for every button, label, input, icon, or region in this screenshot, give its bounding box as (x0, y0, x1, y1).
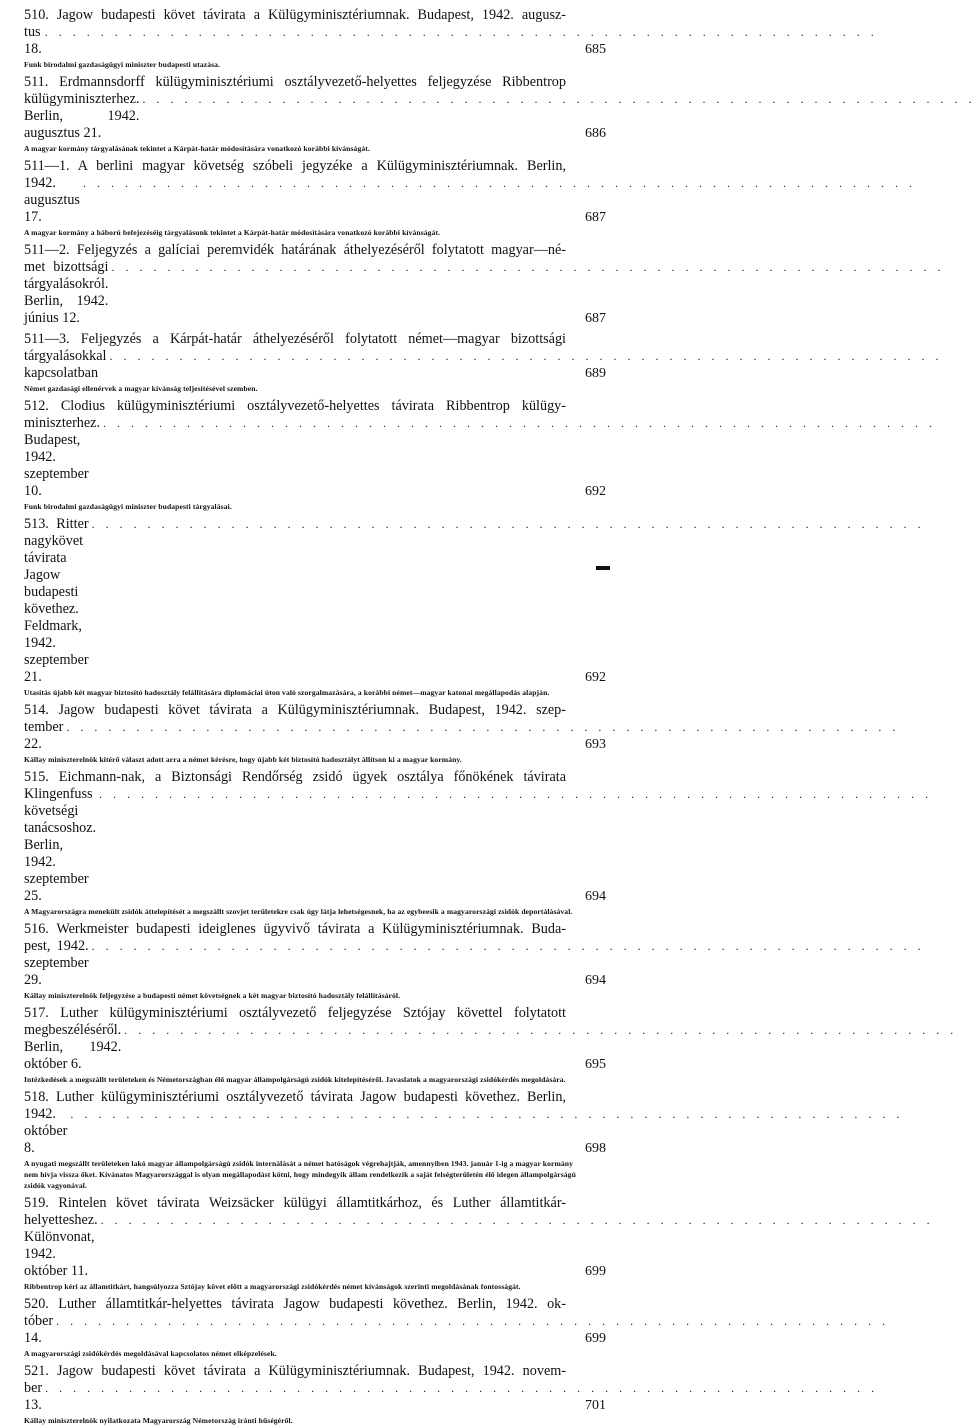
entry (24, 158, 916, 238)
entry-summary: A magyar kormány tárgyalásának tekintet a Kárpát-határ módosítására vonatkozó korábbi kívánságát. (24, 144, 370, 153)
page-number: 687 (585, 210, 606, 225)
entry-title-last-line: ber 13. (24, 1380, 43, 1413)
dot-leader: . . . . . . . . . . . . . . . . . . . . . . . . . . . . . . . . . . . . . . . . . . . . . . . . . . . . . . . . . . . . (66, 720, 900, 734)
entry-title-last-line: met bizottsági tárgyalásokról. Berlin, 1942. június 12. (24, 259, 109, 326)
entry-title (24, 1296, 890, 1347)
entry-title (24, 1363, 879, 1414)
dot-leader: . . . . . . . . . . . . . . . . . . . . . . . . . . . . . . . . . . . . . . . . . . . . . . . . . . . . . . . . . . . . (100, 1213, 934, 1227)
entry-title-last-line: tember 22. (24, 719, 64, 752)
entry-title (24, 74, 975, 142)
page-number: 695 (585, 1057, 606, 1072)
entry (24, 1363, 879, 1426)
page-number: 699 (585, 1264, 606, 1279)
dot-leader: . . . . . . . . . . . . . . . . . . . . . . . . . . . . . . . . . . . . . . . . . . . . . . . . . . . . . . . . . . . . (56, 1314, 890, 1328)
entry-title-line: 510. Jagow budapesti követ távirata a Külügyminisztériumnak. Budapest, 1942. augusz- (24, 7, 566, 23)
entry-title-last-line: 513. Ritter nagykövet távirata Jagow budapesti követhez. Feldmark, 1942. szeptember 21. (24, 516, 89, 685)
entry (24, 1296, 890, 1359)
entry-summary: A nyugati megszállt területeken lakó magyar állampolgárságú zsidók internálását a német hatóságok végrehajtják, amennyiben 1943. január 1-ig a magyar kormány nem hívja vissza őket. Kívánatos Magyarországgal is olyan megállapodást kötni, hogy mindegyik állam rendelkezik a saját felségterületén élő idegen állampolgárságú zsidók vagyonával. (24, 1159, 576, 1190)
entry (24, 1195, 934, 1292)
page-number: 692 (585, 484, 606, 499)
entry-title (24, 158, 916, 226)
dot-leader: . . . . . . . . . . . . . . . . . . . . . . . . . . . . . . . . . . . . . . . . . . . . . . . . . . . . . . . . . . . . (91, 517, 925, 531)
entry-title-line: 511—2. Feljegyzés a galíciai peremvidék határának áthelyezéséről folytatott magyar—né- (24, 242, 566, 258)
dot-leader: . . . . . . . . . . . . . . . . . . . . . . . . . . . . . . . . . . . . . . . . . . . . . . . . . . . . . . . . . . . . (99, 787, 933, 801)
entry (24, 1089, 904, 1191)
entry-title-line: 511—3. Feljegyzés a Kárpát-határ áthelyezéséről folytatott német—magyar bizottsági (24, 331, 566, 347)
entry-summary: Kállay miniszterelnök nyilatkozata Magyarország Németország iránti hűségéről. (24, 1416, 293, 1425)
page-number: 685 (585, 42, 606, 57)
entry (24, 702, 900, 765)
entry (24, 516, 925, 698)
dot-leader: . . . . . . . . . . . . . . . . . . . . . . . . . . . . . . . . . . . . . . . . . . . . . . . . . . . . . . . . . . . . (45, 1381, 879, 1395)
entry-title-line: 511. Erdmannsdorff külügyminisztériumi osztályvezető-helyettes feljegyzése Ribbentrop (24, 74, 566, 90)
entry-title (24, 242, 945, 327)
entry-title-line: 520. Luther államtitkár-helyettes távirata Jagow budapesti követhez. Berlin, 1942. ok- (24, 1296, 566, 1312)
dot-leader: . . . . . . . . . . . . . . . . . . . . . . . . . . . . . . . . . . . . . . . . . . . . . . . . . . . . . . . . . . . . (142, 92, 975, 106)
entry-title-line: 517. Luther külügyminisztériumi osztályvezető feljegyzése Sztójay követtel folytatott (24, 1005, 566, 1021)
entry-title-line: 515. Eichmann-nak, a Biztonsági Rendőrség zsidó ügyek osztálya főnökének távirata (24, 769, 566, 785)
page-number: 692 (585, 670, 606, 685)
entry-title (24, 769, 933, 905)
entry-title-last-line: helyetteshez. Különvonat, 1942. október 11. (24, 1212, 98, 1279)
entry-title-line: 516. Werkmeister budapesti ideiglenes ügyvivő távirata a Külügyminisztériumnak. Buda- (24, 921, 566, 937)
entry-title-line: 511—1. A berlini magyar követség szóbeli jegyzéke a Külügyminisztériumnak. Berlin, (24, 158, 566, 174)
dot-leader: . . . . . . . . . . . . . . . . . . . . . . . . . . . . . . . . . . . . . . . . . . . . . . . . . . . . . . . . . . . . (91, 939, 925, 953)
entry-title-line: 512. Clodius külügyminisztériumi osztályvezető-helyettes távirata Ribbentrop külügy- (24, 398, 566, 414)
entry-title-line: 519. Rintelen követ távirata Weizsäcker külügyi államtitkárhoz, és Luther államtitkár- (24, 1195, 566, 1211)
entry-summary: Utasítás újabb két magyar biztosító hadosztály felállítására diplomáciai úton való szorgalmazására, a korábbi német—magyar katonai megállapodás alapján. (24, 688, 550, 697)
entry-title (24, 921, 925, 989)
entry-summary: A Magyarországra menekült zsidók áttelepítését a megszállt szovjet területekre csak úgy látja lehetségesnek, ha az egybeesik a magyarországi zsidók deportálásával. (24, 907, 573, 916)
entry-title (24, 516, 925, 686)
entry-summary: A magyar kormány a háború befejezéséig tárgyalásunk tekintet a Kárpát-határ módosítására vonatkozó korábbi kívánságát. (24, 228, 441, 237)
dot-leader: . . . . . . . . . . . . . . . . . . . . . . . . . . . . . . . . . . . . . . . . . . . . . . . . . . . . . . . . . . . . (111, 260, 945, 274)
margin-mark (596, 566, 610, 570)
entry-summary: Német gazdasági ellenérvek a magyar kívánság teljesítésével szemben. (24, 384, 258, 393)
entry (24, 74, 975, 154)
page-number: 698 (585, 1141, 606, 1156)
entry-title-last-line: külügyminiszterhez. Berlin, 1942. augusztus 21. (24, 91, 140, 141)
dot-leader: . . . . . . . . . . . . . . . . . . . . . . . . . . . . . . . . . . . . . . . . . . . . . . . . . . . . . . . . . . . . (44, 25, 878, 39)
entry-summary: Funk birodalmi gazdaságügyi miniszter budapesti tárgyalásai. (24, 502, 232, 511)
entry-title-last-line: miniszterhez. Budapest, 1942. szeptember 10. (24, 415, 101, 499)
entry (24, 398, 937, 512)
entry-title (24, 1195, 934, 1280)
page-number: 699 (585, 1331, 606, 1346)
entry-title (24, 7, 878, 58)
entry-title (24, 1005, 958, 1073)
entry-summary: Kállay miniszterelnök feljegyzése a budapesti német követségnek a két magyar biztosító hadosztály felállításáról. (24, 991, 401, 1000)
entry-title (24, 702, 900, 753)
entry-summary: Intézkedések a megszállt területeken és Németországban élő magyar állampolgárságú zsidók kitelepítéséről. Javaslatok a magyarországi zsidókérdés megoldására. (24, 1075, 566, 1084)
page-number: 689 (585, 366, 606, 381)
entry-summary: Ribbentrop kéri az államtitkárt, hangsúlyozza Sztójay követ előtt a magyarországi zsidókérdés német kívánságok szerinti megoldásának fontosságát. (24, 1282, 521, 1291)
entry-title-last-line: megbeszéléséről. Berlin, 1942. október 6. (24, 1022, 122, 1072)
page-number: 694 (585, 973, 606, 988)
dot-leader: . . . . . . . . . . . . . . . . . . . . . . . . . . . . . . . . . . . . . . . . . . . . . . . . . . . . . . . . . . . . (82, 176, 916, 190)
entry-title-last-line: pest, 1942. szeptember 29. (24, 938, 89, 988)
dot-leader: . . . . . . . . . . . . . . . . . . . . . . . . . . . . . . . . . . . . . . . . . . . . . . . . . . . . . . . . . . . . (124, 1023, 958, 1037)
entry-summary: Kállay miniszterelnök kitérő választ adott arra a német kérésre, hogy újabb két biztosító hadosztályt állítson ki a magyar kormány. (24, 755, 462, 764)
entry-title-last-line: 1942. augusztus 17. (24, 175, 80, 225)
page-number: 693 (585, 737, 606, 752)
entry-summary: Funk birodalmi gazdaságügyi miniszter budapesti utazása. (24, 60, 221, 69)
page-number: 686 (585, 126, 606, 141)
entry-title-last-line: Klingenfuss követségi tanácsoshoz. Berlin, 1942. szeptember 25. (24, 786, 97, 904)
entry (24, 331, 943, 394)
entry (24, 769, 933, 917)
page-number: 701 (585, 1398, 606, 1413)
dot-leader: . . . . . . . . . . . . . . . . . . . . . . . . . . . . . . . . . . . . . . . . . . . . . . . . . . . . . . . . . . . . (109, 349, 943, 363)
entry-title-line: 518. Luther külügyminisztériumi osztályvezető távirata Jagow budapesti követhez. Berlin, (24, 1089, 566, 1105)
entry-title-last-line: 1942. október 8. (24, 1106, 68, 1156)
entry-title (24, 1089, 904, 1157)
dot-leader: . . . . . . . . . . . . . . . . . . . . . . . . . . . . . . . . . . . . . . . . . . . . . . . . . . . . . . . . . . . . (70, 1107, 904, 1121)
entry (24, 7, 878, 70)
entry-title-last-line: tárgyalásokkal kapcsolatban (24, 348, 107, 381)
dot-leader: . . . . . . . . . . . . . . . . . . . . . . . . . . . . . . . . . . . . . . . . . . . . . . . . . . . . . . . . . . . . (103, 416, 937, 430)
entry-title-last-line: tóber 14. (24, 1313, 54, 1346)
entry-title-line: 514. Jagow budapesti követ távirata a Külügyminisztériumnak. Budapest, 1942. szep- (24, 702, 566, 718)
entry-summary: A magyarországi zsidókérdés megoldásával kapcsolatos német elképzelések. (24, 1349, 277, 1358)
page-number: 694 (585, 889, 606, 904)
entry-list (24, 7, 975, 1426)
entry (24, 242, 945, 327)
entry (24, 1005, 958, 1085)
entry-title (24, 398, 937, 500)
entry (24, 921, 925, 1001)
page-number: 687 (585, 311, 606, 326)
entry-title-last-line: tus 18. (24, 24, 42, 57)
entry-title (24, 331, 943, 382)
entry-title-line: 521. Jagow budapesti követ távirata a Külügyminisztériumnak. Budapest, 1942. novem- (24, 1363, 566, 1379)
